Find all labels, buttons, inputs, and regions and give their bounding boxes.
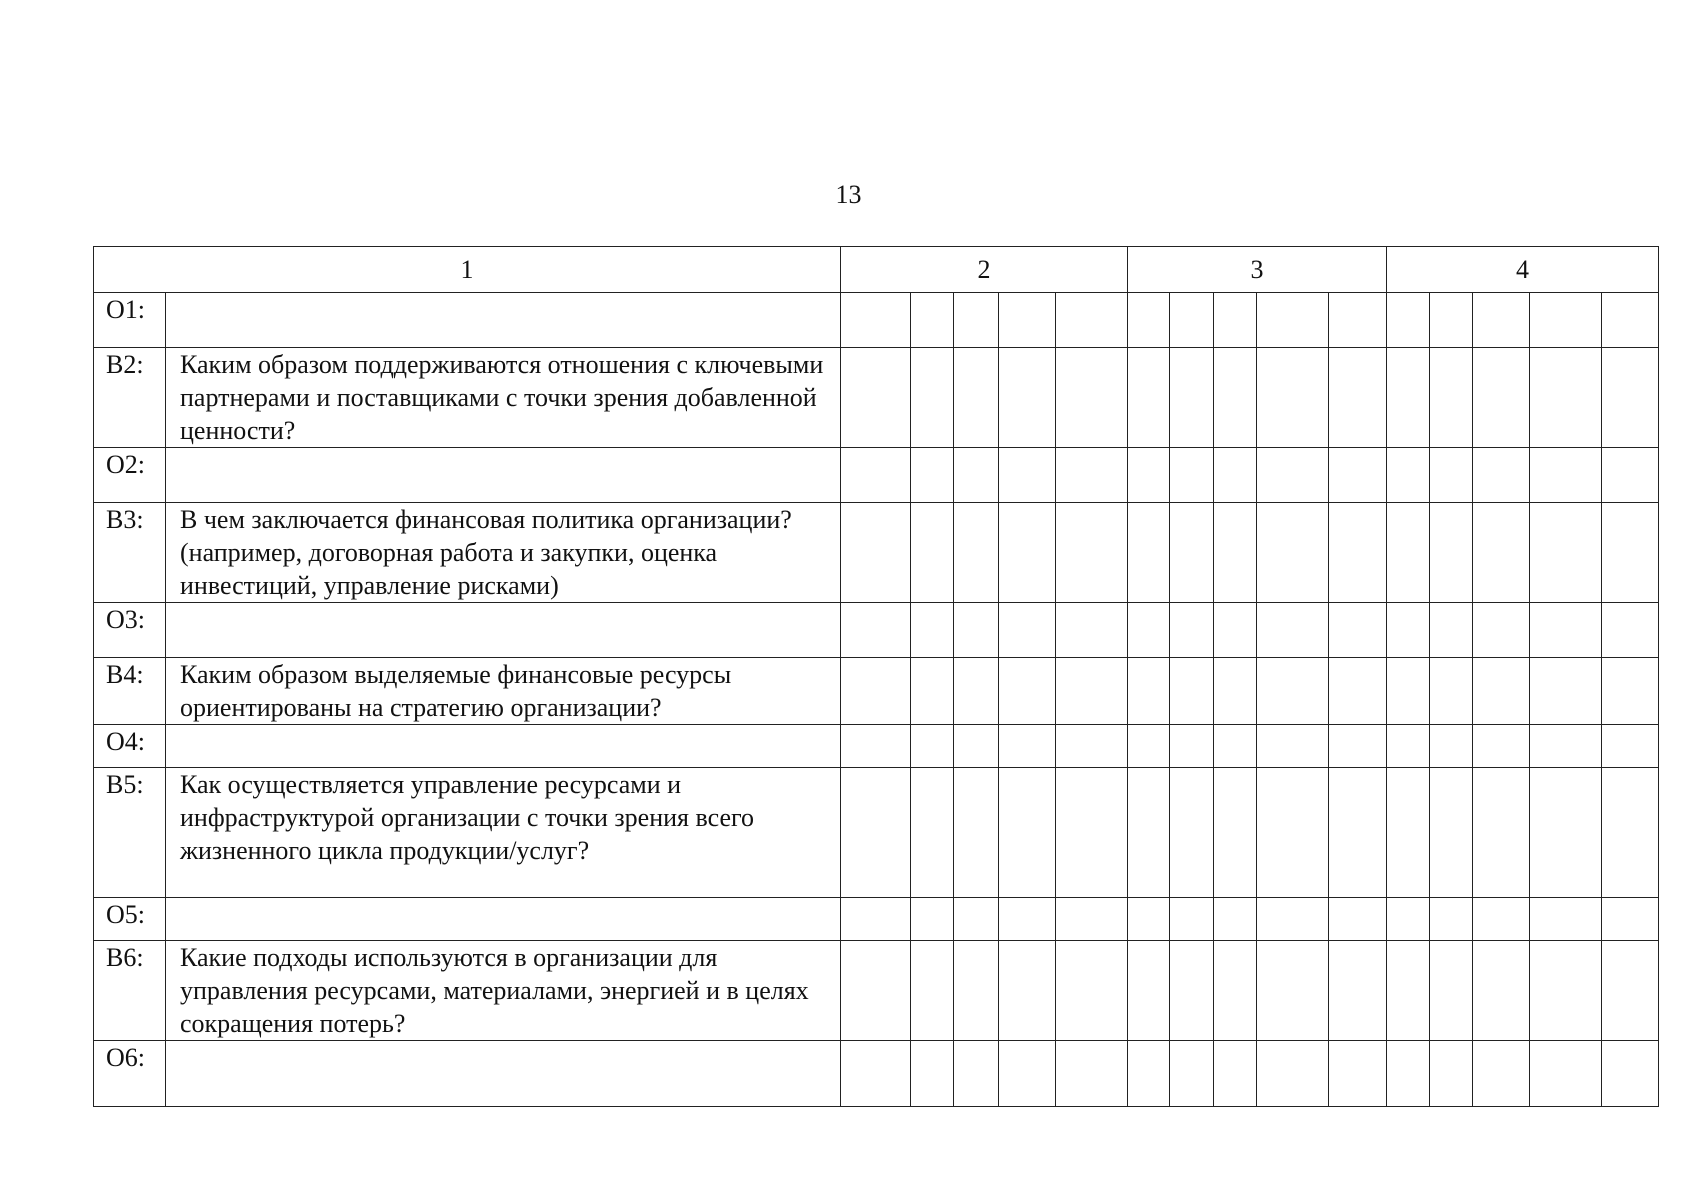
score-cell xyxy=(1329,768,1387,898)
score-cell xyxy=(1329,603,1387,658)
score-cell xyxy=(1602,898,1659,941)
header-col-2: 2 xyxy=(841,247,1128,293)
score-cell xyxy=(1170,898,1214,941)
table-row xyxy=(94,941,1659,1041)
score-cell xyxy=(1530,725,1602,768)
score-cell xyxy=(1257,941,1329,1041)
score-cell xyxy=(1128,768,1170,898)
score-cell xyxy=(954,603,999,658)
score-cell xyxy=(1530,658,1602,725)
score-cell xyxy=(1530,603,1602,658)
score-cell xyxy=(1329,448,1387,503)
score-cell xyxy=(999,293,1056,348)
score-cell xyxy=(1128,348,1170,448)
score-cell xyxy=(999,348,1056,448)
score-cell xyxy=(911,725,954,768)
score-cell xyxy=(1430,1041,1473,1107)
score-cell xyxy=(1128,725,1170,768)
score-cell xyxy=(911,898,954,941)
score-cell xyxy=(1257,1041,1329,1107)
score-cell xyxy=(1170,658,1214,725)
score-cell xyxy=(1128,658,1170,725)
score-cell xyxy=(1214,503,1257,603)
score-cell xyxy=(954,293,999,348)
page-number: 13 xyxy=(835,180,862,209)
score-cell xyxy=(1473,348,1530,448)
score-cell xyxy=(1214,293,1257,348)
score-cell xyxy=(1530,898,1602,941)
score-cell xyxy=(1329,1041,1387,1107)
score-cell xyxy=(1170,725,1214,768)
row-code: В2: xyxy=(94,348,166,448)
score-cell xyxy=(1530,503,1602,603)
score-cell xyxy=(1430,725,1473,768)
score-cell xyxy=(1430,941,1473,1041)
score-cell xyxy=(1128,448,1170,503)
score-cell xyxy=(1473,293,1530,348)
score-cell xyxy=(1387,448,1430,503)
header-col-3: 3 xyxy=(1128,247,1387,293)
score-cell xyxy=(1329,658,1387,725)
score-cell xyxy=(911,503,954,603)
score-cell xyxy=(841,658,911,725)
row-code: В5: xyxy=(94,768,166,898)
score-cell xyxy=(841,941,911,1041)
table-row xyxy=(94,603,1659,658)
score-cell xyxy=(1329,898,1387,941)
score-cell xyxy=(841,348,911,448)
score-cell xyxy=(1602,658,1659,725)
score-cell xyxy=(1430,603,1473,658)
table-row xyxy=(94,293,1659,348)
row-question xyxy=(166,603,841,658)
score-cell xyxy=(999,725,1056,768)
score-cell xyxy=(1257,448,1329,503)
score-cell xyxy=(911,1041,954,1107)
score-cell xyxy=(954,941,999,1041)
row-question xyxy=(166,448,841,503)
score-cell xyxy=(1056,658,1128,725)
score-cell xyxy=(1473,448,1530,503)
score-cell xyxy=(1170,941,1214,1041)
score-cell xyxy=(911,603,954,658)
score-cell xyxy=(1430,658,1473,725)
score-cell xyxy=(911,941,954,1041)
score-cell xyxy=(1430,503,1473,603)
score-cell xyxy=(1430,348,1473,448)
score-cell xyxy=(1056,725,1128,768)
score-cell xyxy=(1473,898,1530,941)
score-cell xyxy=(911,768,954,898)
score-cell xyxy=(1056,768,1128,898)
header-col-4: 4 xyxy=(1387,247,1659,293)
score-cell xyxy=(1257,348,1329,448)
row-question: В чем заключается финансовая политика организации? (например, договорная работа и закупки, оценка инвестиций, управление рисками) xyxy=(166,503,841,603)
row-code: В4: xyxy=(94,658,166,725)
score-cell xyxy=(1214,348,1257,448)
score-cell xyxy=(841,603,911,658)
score-cell xyxy=(1056,448,1128,503)
row-question: Какие подходы используются в организации для управления ресурсами, материалами, энергией и в целях сокращения потерь? xyxy=(166,941,841,1041)
score-cell xyxy=(1602,293,1659,348)
score-cell xyxy=(841,293,911,348)
score-cell xyxy=(1056,503,1128,603)
table-row xyxy=(94,503,1659,603)
score-cell xyxy=(1430,293,1473,348)
score-cell xyxy=(1056,348,1128,448)
row-code: О1: xyxy=(94,293,166,348)
score-cell xyxy=(1473,725,1530,768)
score-cell xyxy=(1214,658,1257,725)
row-code: О6: xyxy=(94,1041,166,1107)
score-cell xyxy=(1530,348,1602,448)
table-row xyxy=(94,448,1659,503)
row-code: О2: xyxy=(94,448,166,503)
table-body xyxy=(94,293,1659,1107)
score-cell xyxy=(999,941,1056,1041)
header-row xyxy=(94,247,1659,293)
score-cell xyxy=(999,768,1056,898)
score-cell xyxy=(954,725,999,768)
score-cell xyxy=(1257,603,1329,658)
score-cell xyxy=(954,658,999,725)
score-cell xyxy=(999,603,1056,658)
row-question: Каким образом выделяемые финансовые ресурсы ориентированы на стратегию организации? xyxy=(166,658,841,725)
score-cell xyxy=(1602,941,1659,1041)
score-cell xyxy=(999,898,1056,941)
score-cell xyxy=(1602,768,1659,898)
score-cell xyxy=(1056,1041,1128,1107)
score-cell xyxy=(1257,725,1329,768)
row-code: О5: xyxy=(94,898,166,941)
table-row xyxy=(94,768,1659,898)
table-row xyxy=(94,348,1659,448)
score-cell xyxy=(1128,1041,1170,1107)
row-code: В6: xyxy=(94,941,166,1041)
header-col-1: 1 xyxy=(94,247,841,293)
score-cell xyxy=(1170,503,1214,603)
score-cell xyxy=(1387,725,1430,768)
score-cell xyxy=(954,898,999,941)
score-cell xyxy=(1473,768,1530,898)
score-cell xyxy=(999,658,1056,725)
score-cell xyxy=(1602,603,1659,658)
score-cell xyxy=(1170,448,1214,503)
score-cell xyxy=(1473,658,1530,725)
score-cell xyxy=(954,768,999,898)
score-cell xyxy=(1056,293,1128,348)
table-row xyxy=(94,898,1659,941)
score-cell xyxy=(1430,768,1473,898)
score-cell xyxy=(911,658,954,725)
score-cell xyxy=(954,448,999,503)
score-cell xyxy=(1329,941,1387,1041)
score-cell xyxy=(841,768,911,898)
score-cell xyxy=(1387,768,1430,898)
score-cell xyxy=(1214,448,1257,503)
table-row xyxy=(94,658,1659,725)
score-cell xyxy=(1128,941,1170,1041)
assessment-table xyxy=(93,246,1659,1107)
table-row xyxy=(94,725,1659,768)
score-cell xyxy=(1329,503,1387,603)
score-cell xyxy=(1128,503,1170,603)
score-cell xyxy=(1530,768,1602,898)
score-cell xyxy=(1473,503,1530,603)
score-cell xyxy=(1387,293,1430,348)
score-cell xyxy=(1530,293,1602,348)
score-cell xyxy=(1329,348,1387,448)
row-question xyxy=(166,725,841,768)
score-cell xyxy=(1387,603,1430,658)
score-cell xyxy=(1329,293,1387,348)
score-cell xyxy=(1430,448,1473,503)
score-cell xyxy=(1257,503,1329,603)
score-cell xyxy=(954,348,999,448)
row-question: Каким образом поддерживаются отношения с ключевыми партнерами и поставщиками с точки зрения добавленной ценности? xyxy=(166,348,841,448)
score-cell xyxy=(999,1041,1056,1107)
score-cell xyxy=(999,503,1056,603)
score-cell xyxy=(1214,768,1257,898)
score-cell xyxy=(1257,658,1329,725)
row-question xyxy=(166,1041,841,1107)
score-cell xyxy=(1056,898,1128,941)
score-cell xyxy=(1257,768,1329,898)
score-cell xyxy=(1602,1041,1659,1107)
score-cell xyxy=(1602,503,1659,603)
score-cell xyxy=(841,448,911,503)
score-cell xyxy=(1602,348,1659,448)
score-cell xyxy=(1056,941,1128,1041)
score-cell xyxy=(1387,503,1430,603)
score-cell xyxy=(1387,658,1430,725)
row-code: О4: xyxy=(94,725,166,768)
score-cell xyxy=(1430,898,1473,941)
score-cell xyxy=(1214,1041,1257,1107)
score-cell xyxy=(1056,603,1128,658)
score-cell xyxy=(1387,941,1430,1041)
score-cell xyxy=(1473,603,1530,658)
score-cell xyxy=(1170,603,1214,658)
score-cell xyxy=(1473,1041,1530,1107)
row-code: В3: xyxy=(94,503,166,603)
score-cell xyxy=(1214,941,1257,1041)
score-cell xyxy=(1602,725,1659,768)
score-cell xyxy=(1530,941,1602,1041)
score-cell xyxy=(1128,603,1170,658)
table-row xyxy=(94,1041,1659,1107)
score-cell xyxy=(954,503,999,603)
row-question xyxy=(166,898,841,941)
score-cell xyxy=(999,448,1056,503)
score-cell xyxy=(1170,293,1214,348)
score-cell xyxy=(841,1041,911,1107)
score-cell xyxy=(841,898,911,941)
row-question xyxy=(166,293,841,348)
score-cell xyxy=(1170,1041,1214,1107)
score-cell xyxy=(1387,898,1430,941)
score-cell xyxy=(1214,603,1257,658)
score-cell xyxy=(1214,898,1257,941)
score-cell xyxy=(1128,293,1170,348)
row-question: Как осуществляется управление ресурсами и инфраструктурой организации с точки зрения всего жизненного цикла продукции/услуг? xyxy=(166,768,841,898)
score-cell xyxy=(1602,448,1659,503)
score-cell xyxy=(841,503,911,603)
score-cell xyxy=(841,725,911,768)
score-cell xyxy=(1257,898,1329,941)
score-cell xyxy=(1329,725,1387,768)
score-cell xyxy=(1530,448,1602,503)
score-cell xyxy=(1257,293,1329,348)
score-cell xyxy=(1530,1041,1602,1107)
score-cell xyxy=(911,448,954,503)
score-cell xyxy=(911,293,954,348)
score-cell xyxy=(1170,348,1214,448)
score-cell xyxy=(1387,348,1430,448)
score-cell xyxy=(1214,725,1257,768)
row-code: О3: xyxy=(94,603,166,658)
score-cell xyxy=(954,1041,999,1107)
score-cell xyxy=(1170,768,1214,898)
score-cell xyxy=(1128,898,1170,941)
score-cell xyxy=(1387,1041,1430,1107)
score-cell xyxy=(911,348,954,448)
score-cell xyxy=(1473,941,1530,1041)
